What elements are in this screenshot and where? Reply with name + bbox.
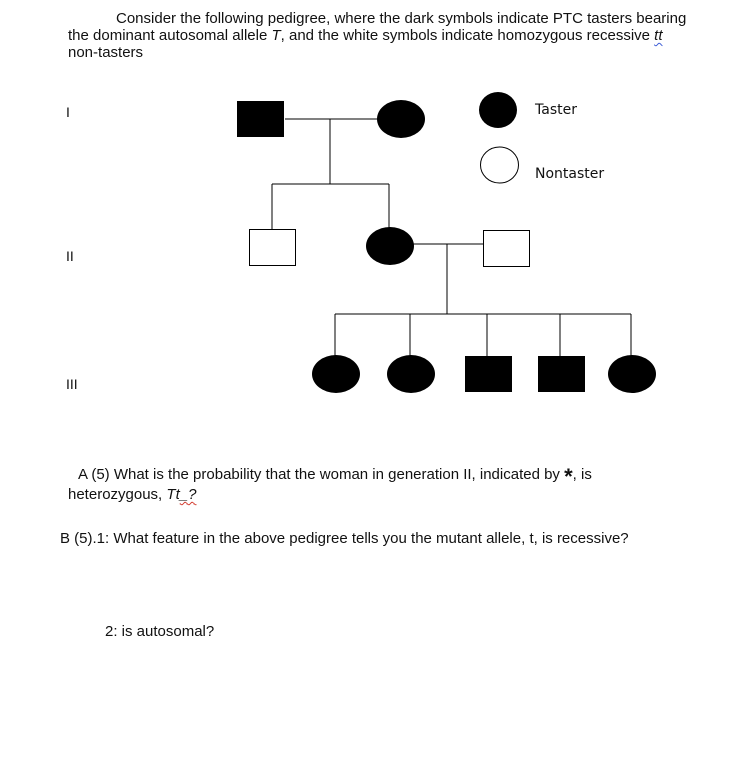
legend-nontaster-label: Nontaster [535, 166, 605, 182]
generation-label-III: III [66, 376, 78, 392]
star-marker: * [564, 464, 573, 489]
question-a [68, 466, 688, 504]
male-nontaster-II-3 [484, 231, 530, 267]
question-a-blank: _? [179, 486, 197, 503]
question-b2: 2: is autosomal? [105, 623, 215, 640]
generation-label-II: II [66, 248, 74, 264]
male-taster-III-4 [538, 356, 585, 392]
intro-text-2: , and the white symbols indicate homozygous recessive [280, 27, 655, 44]
female-taster-I-2 [377, 100, 425, 138]
legend-nontaster-symbol [481, 147, 519, 183]
question-a-genotype: Tt [166, 486, 180, 503]
male-taster-I-1 [237, 101, 284, 137]
male-taster-III-3 [465, 356, 512, 392]
question-b1: B (5).1: What feature in the above pedigree tells you the mutant allele, t, is recessive? [60, 530, 629, 547]
generation-label-I: I [66, 104, 70, 120]
question-a-text-1: A (5) What is the probability that the woman in generation II, indicated by [78, 466, 565, 483]
female-taster-III-5 [608, 355, 656, 393]
female-taster-III-2 [387, 355, 435, 393]
female-taster-II-2 [366, 227, 414, 265]
legend-taster-symbol [479, 92, 517, 128]
female-taster-III-1 [312, 355, 360, 393]
question-a-text-2: , is heterozygous, [68, 466, 592, 503]
genotype-tt: tt [654, 27, 663, 44]
intro-text-3: non-tasters [68, 44, 144, 61]
legend-taster-label: Taster [535, 102, 577, 118]
male-nontaster-II-1 [250, 230, 296, 266]
allele-T: T [271, 27, 281, 44]
intro-text-1: Consider the following pedigree, where the dark symbols indicate PTC tasters bearing the dominant autosomal allele [68, 10, 687, 44]
